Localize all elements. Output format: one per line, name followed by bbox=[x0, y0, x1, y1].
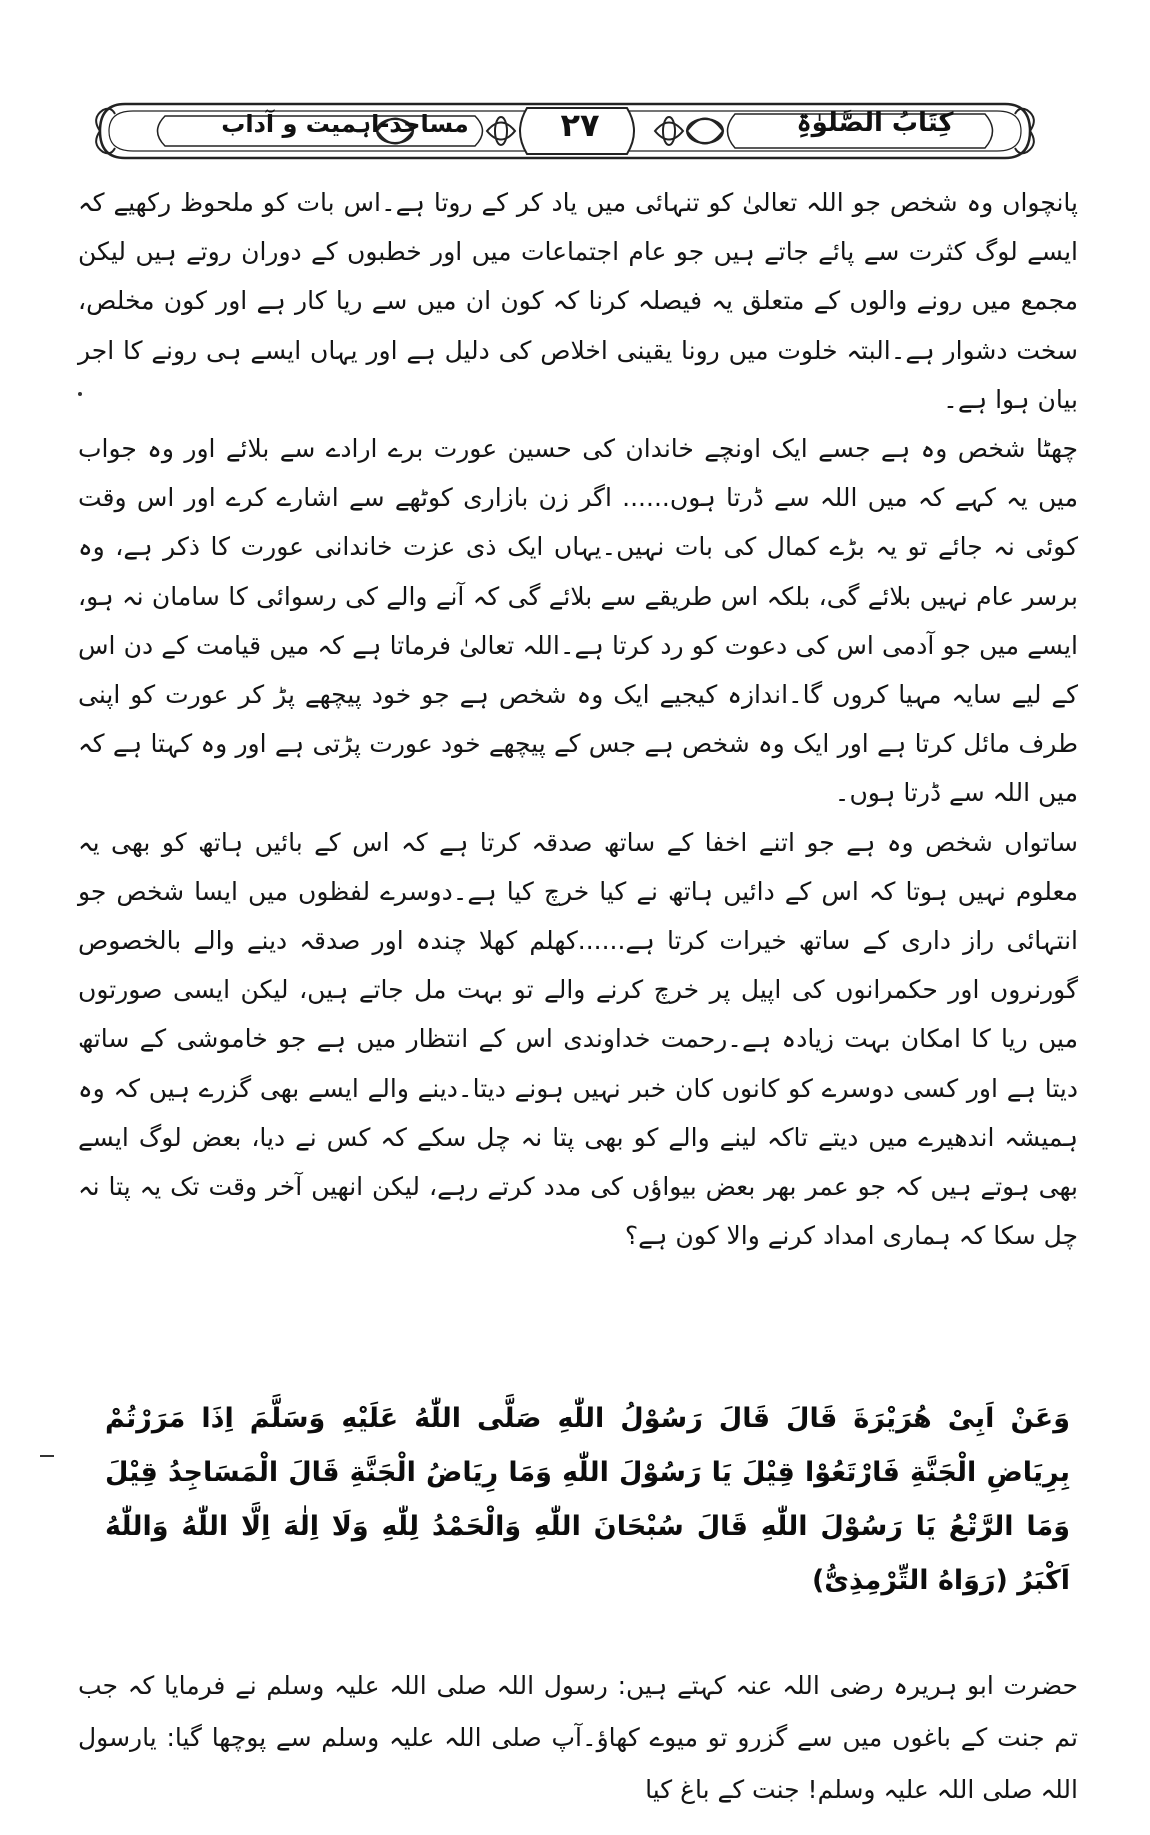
hadith-translation bbox=[78, 1660, 1078, 1816]
paragraph-seventh-person: ساتواں شخص وہ ہے جو اتنے اخفا کے ساتھ صدقہ کرتا ہے کہ اس کے بائیں ہاتھ کو بھی یہ معلوم نہیں ہوتا کہ اس کے دائیں ہاتھ نے کیا خرچ کیا ہے۔دوسرے لفظوں میں ایسا شخص جو انتہائی راز داری کے ساتھ خیرات کرتا ہے......کھلم کھلا چندہ اور صدقہ دینے والے بالخصوص گورنروں اور حکمرانوں کی اپیل پر خرچ کرنے والے تو بہت مل جاتے ہیں، لیکن ایسی صورتوں میں ریا کا امکان بہت زیادہ ہے۔رحمت خداوندی اس کے انتظار میں ہے جو خاموشی کے ساتھ دیتا ہے اور کسی دوسرے کو کانوں کان خبر نہیں ہونے دیتا۔دینے والے ایسے بھی گزرے ہیں کہ وہ ہمیشہ اندھیرے میں دیتے تاکہ لینے والے کو بھی پتا نہ چل سکے کہ کس نے دیا، بعض لوگ ایسے بھی ہوتے ہیں کہ جو عمر بھر بعض بیواؤں کی مدد کرتے رہے، لیکن انھیں آخر وقت تک یہ پتا نہ چل سکا کہ ہماری امداد کرنے والا کون ہے؟ bbox=[78, 827, 1078, 1251]
paragraph-sixth-person: چھٹا شخص وہ ہے جسے ایک اونچے خاندان کی حسین عورت برے ارادے سے بلائے اور وہ جواب میں یہ کہے کہ میں اللہ سے ڈرتا ہوں...... اگر زن بازاری کوٹھے سے اشارے کرے اور اس وقت کوئی نہ جائے تو یہ بڑے کمال کی بات نہیں۔یہاں ایک ذی عزت خاندانی عورت کا ذکر ہے، وہ برسر عام نہیں بلائے گی، بلکہ اس طریقے سے بلائے گی کہ آنے والے کی رسوائی کا سامان نہ ہو، ایسے میں جو آدمی اس کی دعوت کو رد کرتا ہے۔اللہ تعالیٰ فرماتا ہے کہ میں قیامت کے دن اس کے لیے سایہ مہیا کروں گا۔اندازہ کیجیے ایک وہ شخص ہے جو خود پیچھے پڑ کر عورت کو اپنی طرف مائل کرتا ہے اور ایک وہ شخص ہے جس کے پیچھے خود عورت پڑتی ہے اور وہ کہتا ہے کہ میں اللہ سے ڈرتا ہوں۔ bbox=[78, 434, 1078, 808]
main-text bbox=[78, 178, 1078, 1260]
chapter-title: مساجد-اہمیت و آداب bbox=[221, 110, 469, 138]
book-title: کِتَابُ الصَّلوٰۃِ bbox=[796, 108, 954, 138]
stray-ink-mark bbox=[40, 1455, 54, 1457]
page-number: ۲۷ bbox=[560, 106, 600, 144]
hadith-arabic bbox=[105, 1392, 1070, 1608]
paragraph-fifth-person: پانچواں وہ شخص جو اللہ تعالیٰ کو تنہائی میں یاد کر کے روتا ہے۔اس بات کو ملحوظ رکھیے کہ ایسے لوگ کثرت سے پائے جاتے ہیں جو عام اجتماعات میں اور خطبوں کے دوران روتے ہیں لیکن مجمع میں رونے والوں کے متعلق یہ فیصلہ کرنا کہ کون ان میں سے ریا کار ہے اور کون مخلص، سخت دشوار ہے۔البتہ خلوت میں رونا یقینی اخلاص کی دلیل ہے اور یہاں ایسے ہی رونے کا اجر بیان ہوا ہے۔ bbox=[78, 188, 1078, 414]
page-header bbox=[95, 96, 1035, 166]
hadith-translation-text: حضرت ابو ہریرہ رضی اللہ عنہ کہتے ہیں: رسول اللہ صلی اللہ علیہ وسلم نے فرمایا کہ جب تم جنت کے باغوں میں سے گزرو تو میوے کھاؤ۔آپ صلی اللہ علیہ وسلم سے پوچھا گیا: یارسول اللہ صلی اللہ علیہ وسلم! جنت کے باغ کیا bbox=[78, 1671, 1078, 1804]
hadith-arabic-text: وَعَنْ اَبِیْ هُرَیْرَةَ قَالَ قَالَ رَسُوْلُ اللّٰهِ صَلَّى اللّٰهُ عَلَیْهِ وَسَلَّمَ اِذَا مَرَرْتُمْ بِرِیَاضِ الْجَنَّةِ فَارْتَعُوْا قِیْلَ یَا رَسُوْلَ اللّٰهِ وَمَا رِیَاضُ الْجَنَّةِ قَالَ الْمَسَاجِدُ قِیْلَ وَمَا الرَّتْعُ یَا رَسُوْلَ اللّٰهِ قَالَ سُبْحَانَ اللّٰهِ وَالْحَمْدُ لِلّٰهِ وَلَا اِلٰهَ اِلَّا اللّٰهُ وَاللّٰهُ اَكْبَرُ (رَوَاهُ التِّرْمِذِیُّ) bbox=[105, 1403, 1070, 1596]
